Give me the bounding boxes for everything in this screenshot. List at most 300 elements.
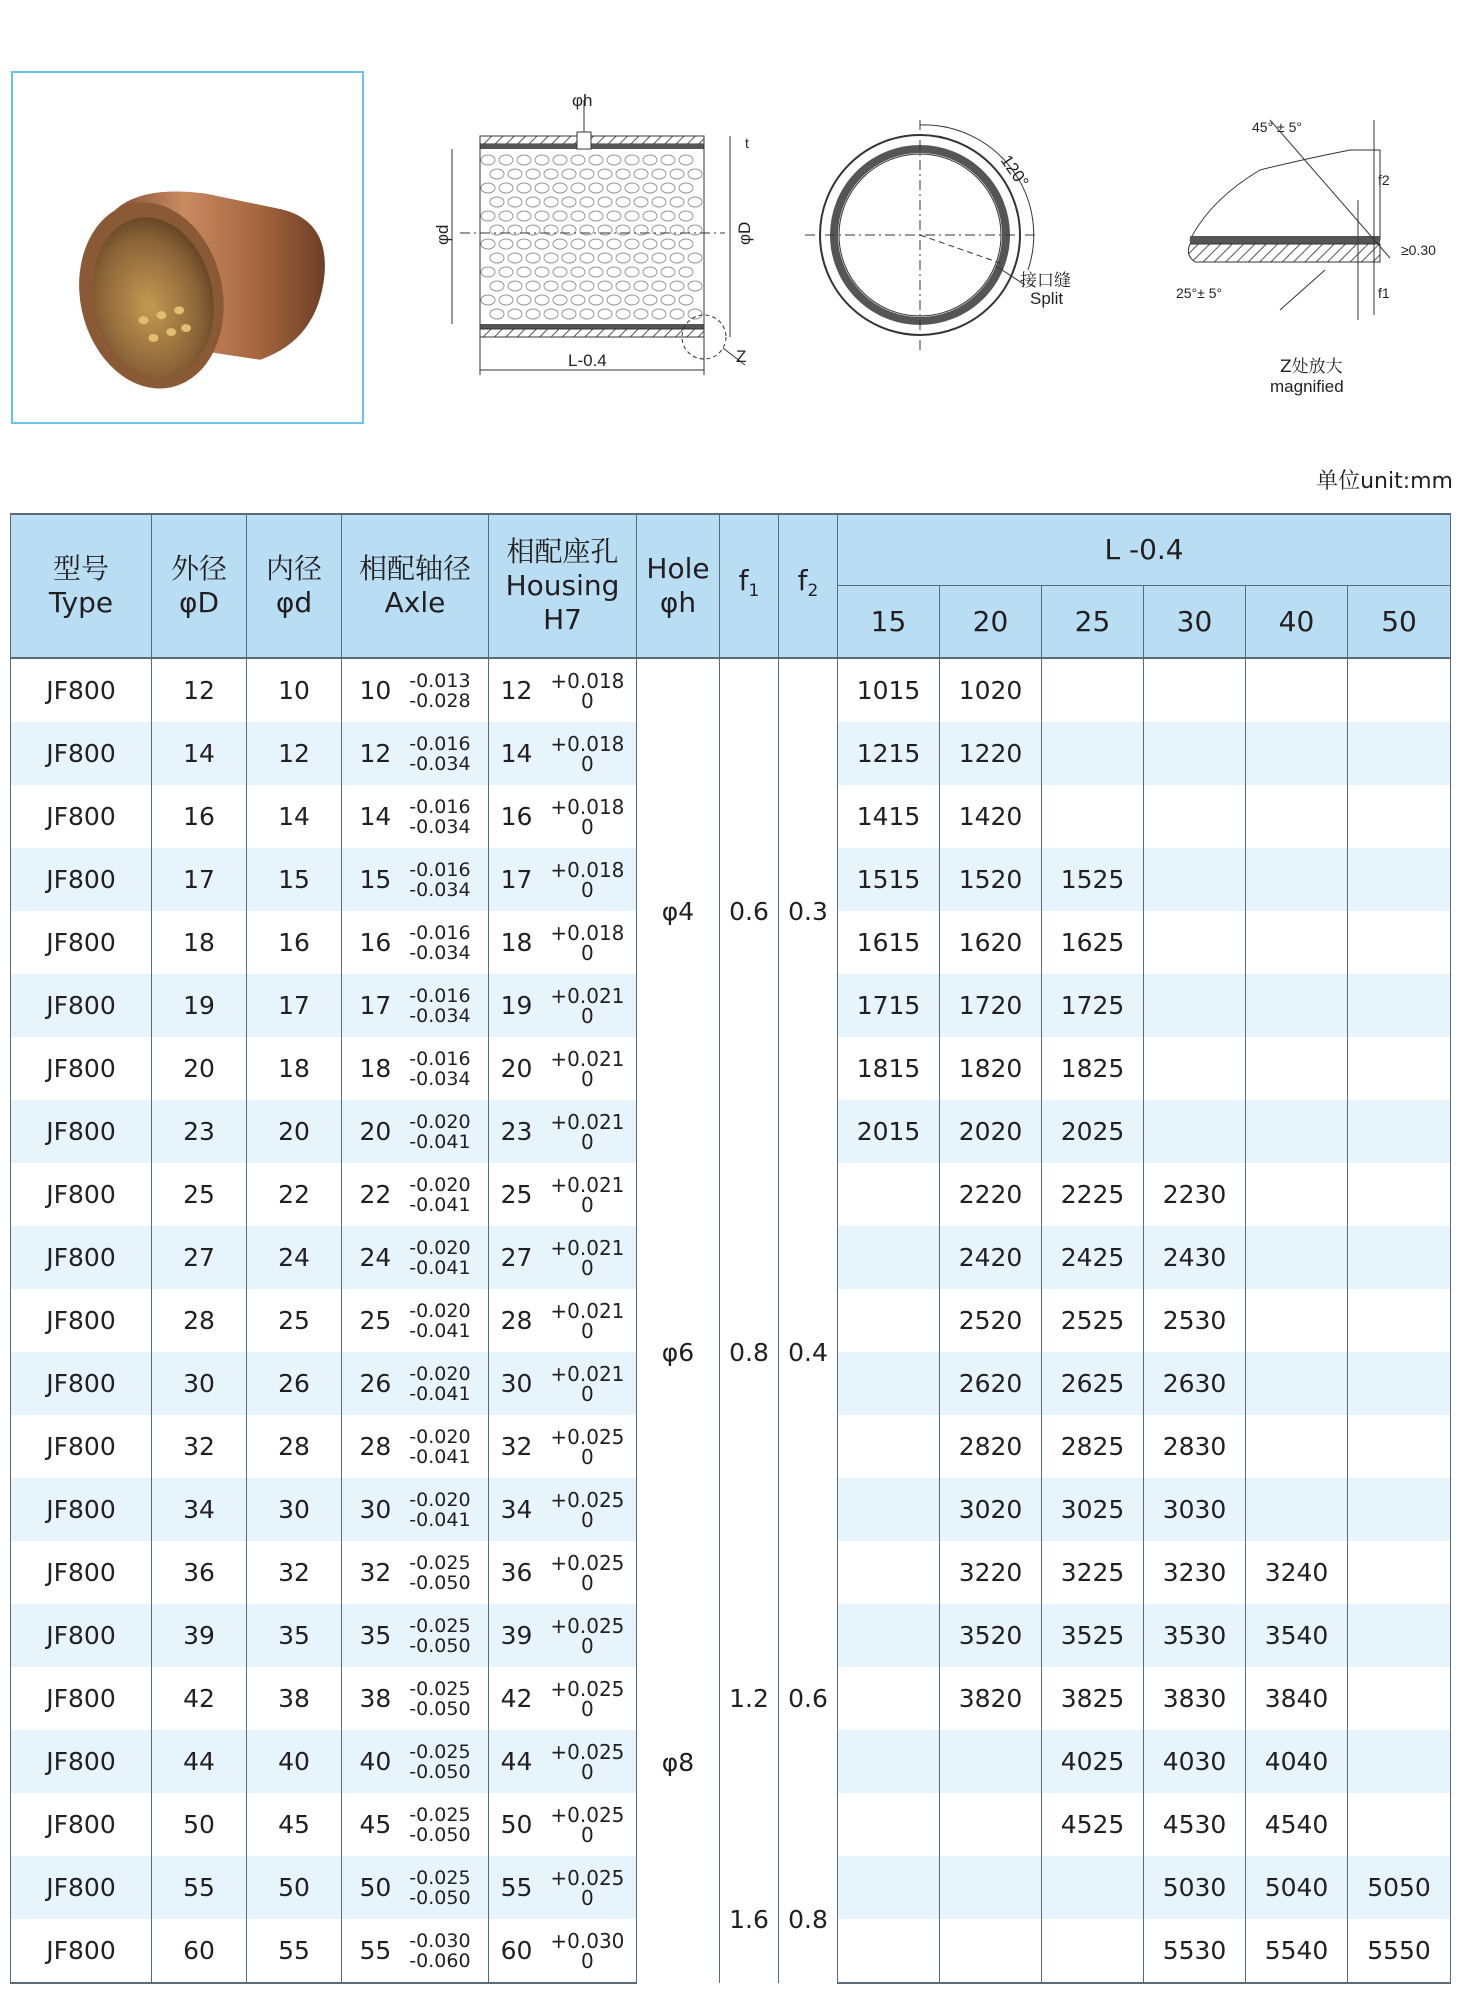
axle-cell	[342, 1415, 489, 1478]
housing-tolerance	[500, 1235, 625, 1280]
header-length-15: 15	[838, 586, 940, 659]
outer-diameter-cell: 18	[152, 911, 247, 974]
axle-deviation	[409, 923, 470, 963]
outer-diameter-cell: 12	[152, 658, 247, 722]
housing-cell	[489, 1289, 637, 1352]
length-code-cell: 3520	[940, 1604, 1042, 1667]
axle-lower-deviation: -0.034	[409, 752, 471, 775]
axle-upper-deviation: -0.025	[409, 1866, 471, 1889]
header-length-20: 20	[940, 586, 1042, 659]
housing-tolerance	[500, 857, 625, 902]
housing-tolerance	[500, 731, 625, 776]
axle-deviation	[409, 1553, 470, 1593]
axle-lower-deviation: -0.034	[409, 1004, 471, 1027]
axle-cell	[342, 722, 489, 785]
axle-nominal: 40	[359, 1747, 392, 1776]
type-cell: JF800	[11, 1856, 152, 1919]
length-code-cell	[838, 1226, 940, 1289]
housing-deviation	[550, 1172, 625, 1217]
housing-cell	[489, 722, 637, 785]
length-code-cell	[1246, 974, 1348, 1037]
length-code-cell	[838, 1793, 940, 1856]
axle-upper-deviation: -0.016	[409, 795, 471, 818]
housing-lower-deviation: 0	[581, 1759, 594, 1784]
axle-lower-deviation: -0.050	[409, 1634, 471, 1657]
housing-upper-deviation: +0.025	[550, 1802, 625, 1827]
axle-deviation	[409, 1175, 470, 1215]
type-cell: JF800	[11, 1793, 152, 1856]
length-code-cell	[1144, 1100, 1246, 1163]
housing-tolerance	[500, 1424, 625, 1469]
axle-nominal: 22	[359, 1180, 392, 1209]
housing-nominal: 12	[500, 676, 533, 705]
bushing-photo-image	[13, 73, 362, 422]
housing-lower-deviation: 0	[581, 1696, 594, 1721]
axle-upper-deviation: -0.020	[409, 1299, 471, 1322]
split-cn-label: 接口缝	[1020, 271, 1071, 291]
length-code-cell: 1620	[940, 911, 1042, 974]
housing-deviation	[550, 1235, 625, 1280]
length-code-cell: 2430	[1144, 1226, 1246, 1289]
axle-upper-deviation: -0.025	[409, 1677, 471, 1700]
housing-tolerance	[500, 920, 625, 965]
axle-cell	[342, 1478, 489, 1541]
axle-upper-deviation: -0.016	[409, 921, 471, 944]
axle-upper-deviation: -0.025	[409, 1614, 471, 1637]
axle-cell	[342, 1541, 489, 1604]
length-code-cell	[940, 1793, 1042, 1856]
length-code-cell: 5050	[1348, 1856, 1451, 1919]
inner-diameter-cell: 38	[247, 1667, 342, 1730]
axle-tolerance	[359, 671, 470, 711]
housing-tolerance	[500, 1487, 625, 1532]
hole-cell: φ6	[637, 1163, 720, 1541]
type-cell: JF800	[11, 1604, 152, 1667]
axle-tolerance	[359, 1364, 470, 1404]
inner-diameter-cell: 25	[247, 1289, 342, 1352]
housing-nominal: 23	[500, 1117, 533, 1146]
spec-table-body	[11, 658, 1451, 1983]
length-code-cell	[1144, 1037, 1246, 1100]
outer-diameter-cell: 32	[152, 1415, 247, 1478]
housing-nominal: 34	[500, 1495, 533, 1524]
housing-nominal: 19	[500, 991, 533, 1020]
unit-label: 单位unit:mm	[1316, 469, 1453, 494]
axle-lower-deviation: -0.050	[409, 1697, 471, 1720]
axle-tolerance	[359, 1868, 470, 1908]
axle-cell	[342, 1919, 489, 1983]
axle-deviation	[409, 860, 470, 900]
header-f2: $f_2$	[779, 514, 838, 658]
housing-lower-deviation: 0	[581, 751, 594, 776]
housing-upper-deviation: +0.021	[550, 1046, 625, 1071]
housing-deviation	[550, 857, 625, 902]
length-code-cell	[1246, 1163, 1348, 1226]
housing-nominal: 14	[500, 739, 533, 768]
front-view	[805, 120, 1071, 350]
housing-nominal: 30	[500, 1369, 533, 1398]
housing-nominal: 32	[500, 1432, 533, 1461]
housing-upper-deviation: +0.025	[550, 1676, 625, 1701]
axle-nominal: 18	[359, 1054, 392, 1083]
axle-nominal: 28	[359, 1432, 392, 1461]
housing-tolerance	[500, 1676, 625, 1721]
outer-diameter-cell: 14	[152, 722, 247, 785]
housing-upper-deviation: +0.025	[550, 1424, 625, 1449]
axle-nominal: 24	[359, 1243, 392, 1272]
outer-diameter-cell: 16	[152, 785, 247, 848]
length-code-cell	[838, 1856, 940, 1919]
length-code-cell: 4030	[1144, 1730, 1246, 1793]
length-code-cell: 1515	[838, 848, 940, 911]
housing-tolerance	[500, 1613, 625, 1658]
length-code-cell	[1348, 1226, 1451, 1289]
housing-deviation	[550, 983, 625, 1028]
axle-nominal: 50	[359, 1873, 392, 1902]
length-code-cell: 4025	[1042, 1730, 1144, 1793]
housing-deviation	[550, 1424, 625, 1469]
length-code-cell	[1348, 1163, 1451, 1226]
axle-deviation	[409, 1490, 470, 1530]
length-code-cell	[1144, 848, 1246, 911]
outer-diameter-cell: 44	[152, 1730, 247, 1793]
axle-tolerance	[359, 1175, 470, 1215]
length-code-cell: 2230	[1144, 1163, 1246, 1226]
length-code-cell: 3020	[940, 1478, 1042, 1541]
header-housing: 相配座孔 Housing H7	[489, 514, 637, 658]
housing-tolerance	[500, 1172, 625, 1217]
table-row	[11, 1541, 1451, 1604]
housing-upper-deviation: +0.021	[550, 1361, 625, 1386]
axle-deviation	[409, 1364, 470, 1404]
axle-deviation	[409, 1112, 470, 1152]
axle-cell	[342, 1100, 489, 1163]
type-cell: JF800	[11, 1415, 152, 1478]
length-code-cell: 2015	[838, 1100, 940, 1163]
length-code-cell: 2820	[940, 1415, 1042, 1478]
housing-cell	[489, 1541, 637, 1604]
axle-nominal: 16	[359, 928, 392, 957]
f1-cell: 1.2	[720, 1541, 779, 1856]
axle-upper-deviation: -0.013	[409, 669, 471, 692]
length-code-cell: 3830	[1144, 1667, 1246, 1730]
housing-lower-deviation: 0	[581, 1444, 594, 1469]
header-type: 型号 Type	[11, 514, 152, 658]
axle-upper-deviation: -0.020	[409, 1362, 471, 1385]
length-code-cell: 2025	[1042, 1100, 1144, 1163]
length-code-cell: 5550	[1348, 1919, 1451, 1983]
length-code-cell	[1348, 974, 1451, 1037]
housing-cell	[489, 1667, 637, 1730]
axle-cell	[342, 1730, 489, 1793]
axle-deviation	[409, 797, 470, 837]
length-code-cell	[1348, 722, 1451, 785]
length-code-cell: 3030	[1144, 1478, 1246, 1541]
axle-deviation	[409, 1868, 470, 1908]
length-code-cell	[940, 1856, 1042, 1919]
length-code-cell	[838, 1352, 940, 1415]
type-cell: JF800	[11, 785, 152, 848]
inner-dim-label: φd	[433, 224, 452, 245]
housing-lower-deviation: 0	[581, 688, 594, 713]
housing-cell	[489, 1415, 637, 1478]
inner-diameter-cell: 12	[247, 722, 342, 785]
axle-nominal: 14	[359, 802, 392, 831]
axle-deviation	[409, 734, 470, 774]
axle-lower-deviation: -0.041	[409, 1445, 471, 1468]
housing-lower-deviation: 0	[581, 1885, 594, 1910]
housing-deviation	[550, 1109, 625, 1154]
header-inner-diameter: 内径 φd	[247, 514, 342, 658]
type-cell: JF800	[11, 974, 152, 1037]
outer-diameter-cell: 60	[152, 1919, 247, 1983]
length-code-cell	[1348, 1541, 1451, 1604]
housing-upper-deviation: +0.018	[550, 794, 625, 819]
housing-lower-deviation: 0	[581, 1633, 594, 1658]
axle-upper-deviation: -0.020	[409, 1488, 471, 1511]
length-code-cell	[1144, 974, 1246, 1037]
length-code-cell	[1348, 1352, 1451, 1415]
housing-lower-deviation: 0	[581, 1570, 594, 1595]
housing-cell	[489, 1037, 637, 1100]
housing-nominal: 44	[500, 1747, 533, 1776]
axle-cell	[342, 1289, 489, 1352]
housing-deviation	[550, 1928, 625, 1973]
length-code-cell	[1246, 1478, 1348, 1541]
housing-nominal: 17	[500, 865, 533, 894]
inner-diameter-cell: 55	[247, 1919, 342, 1983]
inner-diameter-cell: 35	[247, 1604, 342, 1667]
housing-deviation	[550, 794, 625, 839]
housing-deviation	[550, 1865, 625, 1910]
housing-upper-deviation: +0.021	[550, 1298, 625, 1323]
length-code-cell	[1144, 785, 1246, 848]
type-cell: JF800	[11, 1226, 152, 1289]
axle-cell	[342, 1352, 489, 1415]
housing-lower-deviation: 0	[581, 1129, 594, 1154]
axle-lower-deviation: -0.034	[409, 941, 471, 964]
housing-lower-deviation: 0	[581, 1255, 594, 1280]
axle-upper-deviation: -0.020	[409, 1110, 471, 1133]
f1-cell: 1.6	[720, 1856, 779, 1983]
axle-upper-deviation: -0.025	[409, 1551, 471, 1574]
axle-lower-deviation: -0.028	[409, 689, 471, 712]
axle-lower-deviation: -0.050	[409, 1760, 471, 1783]
axle-nominal: 12	[359, 739, 392, 768]
housing-nominal: 36	[500, 1558, 533, 1587]
housing-tolerance	[500, 1928, 625, 1973]
spec-table	[10, 513, 1451, 1984]
f1-cell: 0.8	[720, 1163, 779, 1541]
length-code-cell	[1348, 848, 1451, 911]
axle-tolerance	[359, 1679, 470, 1719]
outer-diameter-cell: 55	[152, 1856, 247, 1919]
length-code-cell: 2225	[1042, 1163, 1144, 1226]
housing-upper-deviation: +0.025	[550, 1487, 625, 1512]
housing-tolerance	[500, 668, 625, 713]
housing-deviation	[550, 920, 625, 965]
housing-lower-deviation: 0	[581, 1822, 594, 1847]
housing-tolerance	[500, 1739, 625, 1784]
hole-cell: φ4	[637, 658, 720, 1163]
length-code-cell: 2220	[940, 1163, 1042, 1226]
length-code-cell	[1246, 1100, 1348, 1163]
housing-lower-deviation: 0	[581, 1003, 594, 1028]
axle-tolerance	[359, 1112, 470, 1152]
detail-view	[1176, 119, 1436, 396]
length-code-cell	[1246, 1289, 1348, 1352]
housing-lower-deviation: 0	[581, 877, 594, 902]
housing-cell	[489, 785, 637, 848]
axle-deviation	[409, 1427, 470, 1467]
length-code-cell: 2625	[1042, 1352, 1144, 1415]
axle-cell	[342, 974, 489, 1037]
zoom-label: Z	[736, 347, 747, 366]
inner-diameter-cell: 40	[247, 1730, 342, 1793]
axle-deviation	[409, 1301, 470, 1341]
header-length-group: L -0.4	[838, 514, 1451, 586]
axle-nominal: 10	[359, 676, 392, 705]
type-cell: JF800	[11, 1163, 152, 1226]
length-code-cell	[838, 1415, 940, 1478]
length-code-cell	[1348, 1604, 1451, 1667]
housing-tolerance	[500, 794, 625, 839]
axle-deviation	[409, 1238, 470, 1278]
inner-diameter-cell: 10	[247, 658, 342, 722]
length-code-cell	[1042, 1919, 1144, 1983]
inner-diameter-cell: 28	[247, 1415, 342, 1478]
type-cell: JF800	[11, 848, 152, 911]
technical-drawings	[400, 80, 1461, 430]
axle-tolerance	[359, 1553, 470, 1593]
length-code-cell	[1246, 1226, 1348, 1289]
length-code-cell: 2530	[1144, 1289, 1246, 1352]
housing-nominal: 18	[500, 928, 533, 957]
housing-nominal: 50	[500, 1810, 533, 1839]
length-code-cell: 4540	[1246, 1793, 1348, 1856]
axle-upper-deviation: -0.020	[409, 1236, 471, 1259]
axle-nominal: 26	[359, 1369, 392, 1398]
length-code-cell: 1820	[940, 1037, 1042, 1100]
axle-lower-deviation: -0.041	[409, 1382, 471, 1405]
outer-diameter-cell: 39	[152, 1604, 247, 1667]
length-code-cell	[1246, 1415, 1348, 1478]
f2-cell: 0.4	[779, 1163, 838, 1541]
outer-diameter-cell: 36	[152, 1541, 247, 1604]
axle-upper-deviation: -0.016	[409, 1047, 471, 1070]
outer-diameter-cell: 20	[152, 1037, 247, 1100]
length-code-cell	[1348, 658, 1451, 722]
housing-nominal: 27	[500, 1243, 533, 1272]
length-code-cell: 2420	[940, 1226, 1042, 1289]
table-row	[11, 658, 1451, 722]
axle-lower-deviation: -0.041	[409, 1508, 471, 1531]
housing-cell	[489, 974, 637, 1037]
axle-tolerance	[359, 860, 470, 900]
length-code-cell	[1246, 1352, 1348, 1415]
housing-cell	[489, 1793, 637, 1856]
length-code-cell	[1348, 1037, 1451, 1100]
length-code-cell	[1042, 722, 1144, 785]
housing-nominal: 55	[500, 1873, 533, 1902]
housing-deviation	[550, 1361, 625, 1406]
inner-diameter-cell: 45	[247, 1793, 342, 1856]
inner-diameter-cell: 16	[247, 911, 342, 974]
axle-lower-deviation: -0.041	[409, 1130, 471, 1153]
axle-deviation	[409, 1805, 470, 1845]
housing-upper-deviation: +0.018	[550, 920, 625, 945]
length-code-cell: 5530	[1144, 1919, 1246, 1983]
housing-cell	[489, 1730, 637, 1793]
f2-cell: 0.3	[779, 658, 838, 1163]
header-outer-diameter: 外径 φD	[152, 514, 247, 658]
length-code-cell	[1246, 848, 1348, 911]
length-code-cell	[940, 1919, 1042, 1983]
f1-label: f1	[1378, 285, 1390, 301]
housing-upper-deviation: +0.018	[550, 857, 625, 882]
angle-label: 120°	[996, 151, 1033, 192]
length-code-cell	[1348, 911, 1451, 974]
type-cell: JF800	[11, 911, 152, 974]
axle-tolerance	[359, 923, 470, 963]
housing-nominal: 16	[500, 802, 533, 831]
length-code-cell: 3220	[940, 1541, 1042, 1604]
outer-diameter-cell: 25	[152, 1163, 247, 1226]
type-cell: JF800	[11, 722, 152, 785]
inner-diameter-cell: 22	[247, 1163, 342, 1226]
axle-lower-deviation: -0.034	[409, 815, 471, 838]
length-code-cell	[1348, 1793, 1451, 1856]
f1-cell: 0.6	[720, 658, 779, 1163]
axle-lower-deviation: -0.041	[409, 1319, 471, 1342]
axle-deviation	[409, 1931, 470, 1971]
length-code-cell	[1348, 1478, 1451, 1541]
axle-cell	[342, 848, 489, 911]
type-cell: JF800	[11, 1352, 152, 1415]
housing-lower-deviation: 0	[581, 1507, 594, 1532]
axle-nominal: 35	[359, 1621, 392, 1650]
length-code-cell: 2630	[1144, 1352, 1246, 1415]
angle-top-label: 45° ± 5°	[1252, 119, 1303, 135]
housing-upper-deviation: +0.018	[550, 731, 625, 756]
axle-lower-deviation: -0.060	[409, 1949, 471, 1972]
length-code-cell: 3530	[1144, 1604, 1246, 1667]
length-code-cell: 2825	[1042, 1415, 1144, 1478]
length-code-cell	[1348, 1667, 1451, 1730]
outer-diameter-cell: 34	[152, 1478, 247, 1541]
housing-upper-deviation: +0.021	[550, 1235, 625, 1260]
axle-lower-deviation: -0.041	[409, 1256, 471, 1279]
length-code-cell	[1348, 1415, 1451, 1478]
axle-upper-deviation: -0.025	[409, 1803, 471, 1826]
inner-diameter-cell: 18	[247, 1037, 342, 1100]
length-code-cell: 1825	[1042, 1037, 1144, 1100]
header-length-50: 50	[1348, 586, 1451, 659]
thickness-label: t	[745, 135, 749, 151]
axle-tolerance	[359, 1742, 470, 1782]
length-code-cell	[1042, 658, 1144, 722]
axle-lower-deviation: -0.041	[409, 1193, 471, 1216]
axle-nominal: 25	[359, 1306, 392, 1335]
axle-lower-deviation: -0.050	[409, 1571, 471, 1594]
length-code-cell: 1720	[940, 974, 1042, 1037]
inner-diameter-cell: 26	[247, 1352, 342, 1415]
inner-diameter-cell: 50	[247, 1856, 342, 1919]
axle-nominal: 55	[359, 1936, 392, 1965]
table-row	[11, 1856, 1451, 1919]
housing-upper-deviation: +0.030	[550, 1928, 625, 1953]
length-code-cell	[1144, 658, 1246, 722]
